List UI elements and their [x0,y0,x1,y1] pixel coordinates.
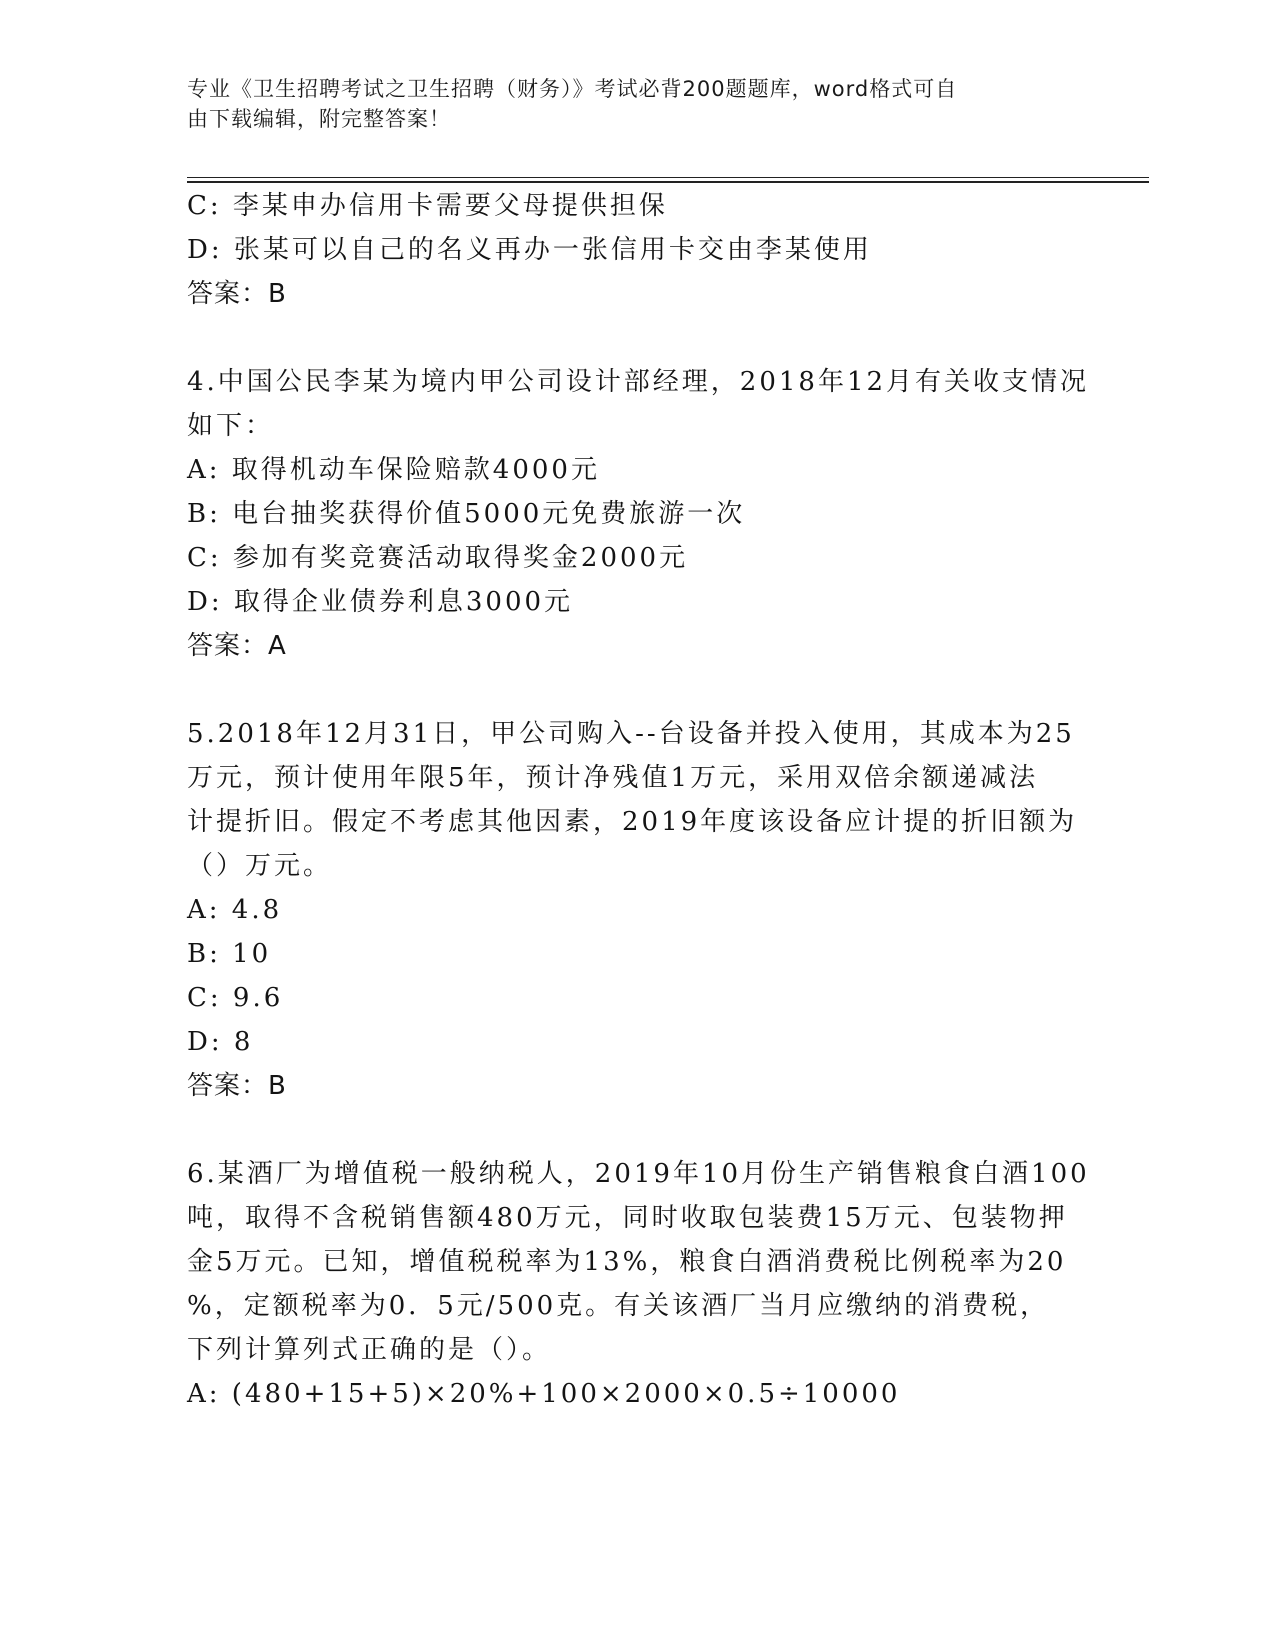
q5-option-a: A: 4.8 [187,895,283,925]
q3-option-c: C: 李某申办信用卡需要父母提供担保 [187,191,668,221]
q4-option-b: B: 电台抽奖获得价值5000元免费旅游一次 [187,499,746,529]
header-divider [187,181,1149,183]
q4-option-d: D: 取得企业债券利息3000元 [187,587,574,617]
q3-answer: 答案：B [187,279,287,309]
q5-option-b: B: 10 [187,939,272,969]
q6-stem-line: 吨，取得不含税销售额480万元，同时收取包装费15万元、包装物押 [187,1203,1068,1233]
q5-stem-line: 5.2018年12月31日，甲公司购入--台设备并投入使用，其成本为25 [187,719,1075,749]
q4-option-a: A: 取得机动车保险赔款4000元 [187,455,600,485]
q4-option-c: C: 参加有奖竞赛活动取得奖金2000元 [187,543,689,573]
q5-stem-line: （）万元。 [187,851,333,881]
q6-stem-line: 6.某酒厂为增值税一般纳税人，2019年10月份生产销售粮食白酒100 [187,1159,1090,1189]
q4-stem-line: 4.中国公民李某为境内甲公司设计部经理，2018年12月有关收支情况 [187,367,1090,397]
q5-stem-line: 万元，预计使用年限5年，预计净残值1万元，采用双倍余额递减法 [187,763,1039,793]
header-line: 由下载编辑，附完整答案！ [187,107,451,131]
q4-stem-line: 如下： [187,411,275,441]
q5-option-c: C: 9.6 [187,983,284,1013]
q5-stem-line: 计提折旧。假定不考虑其他因素，2019年度该设备应计提的折旧额为 [187,807,1078,837]
q5-option-d: D: 8 [187,1027,254,1057]
q4-answer: 答案：A [187,631,287,661]
header-divider [187,177,1149,178]
q6-stem-line: %，定额税率为0．5元/500克。有关该酒厂当月应缴纳的消费税， [187,1291,1050,1321]
q3-option-d: D: 张某可以自己的名义再办一张信用卡交由李某使用 [187,235,872,265]
q6-stem-line: 下列计算列式正确的是（）。 [187,1335,552,1365]
document-header [187,74,1087,134]
q5-answer: 答案：B [187,1071,287,1101]
q6-option-a: A: (480+15+5)×20%+100×2000×0.5÷10000 [187,1379,901,1409]
q6-stem-line: 金5万元。已知，增值税税率为13%，粮食白酒消费税比例税率为20 [187,1247,1067,1277]
header-line: 专业《卫生招聘考试之卫生招聘（财务）》考试必背200题题库，word格式可自 [187,77,958,101]
